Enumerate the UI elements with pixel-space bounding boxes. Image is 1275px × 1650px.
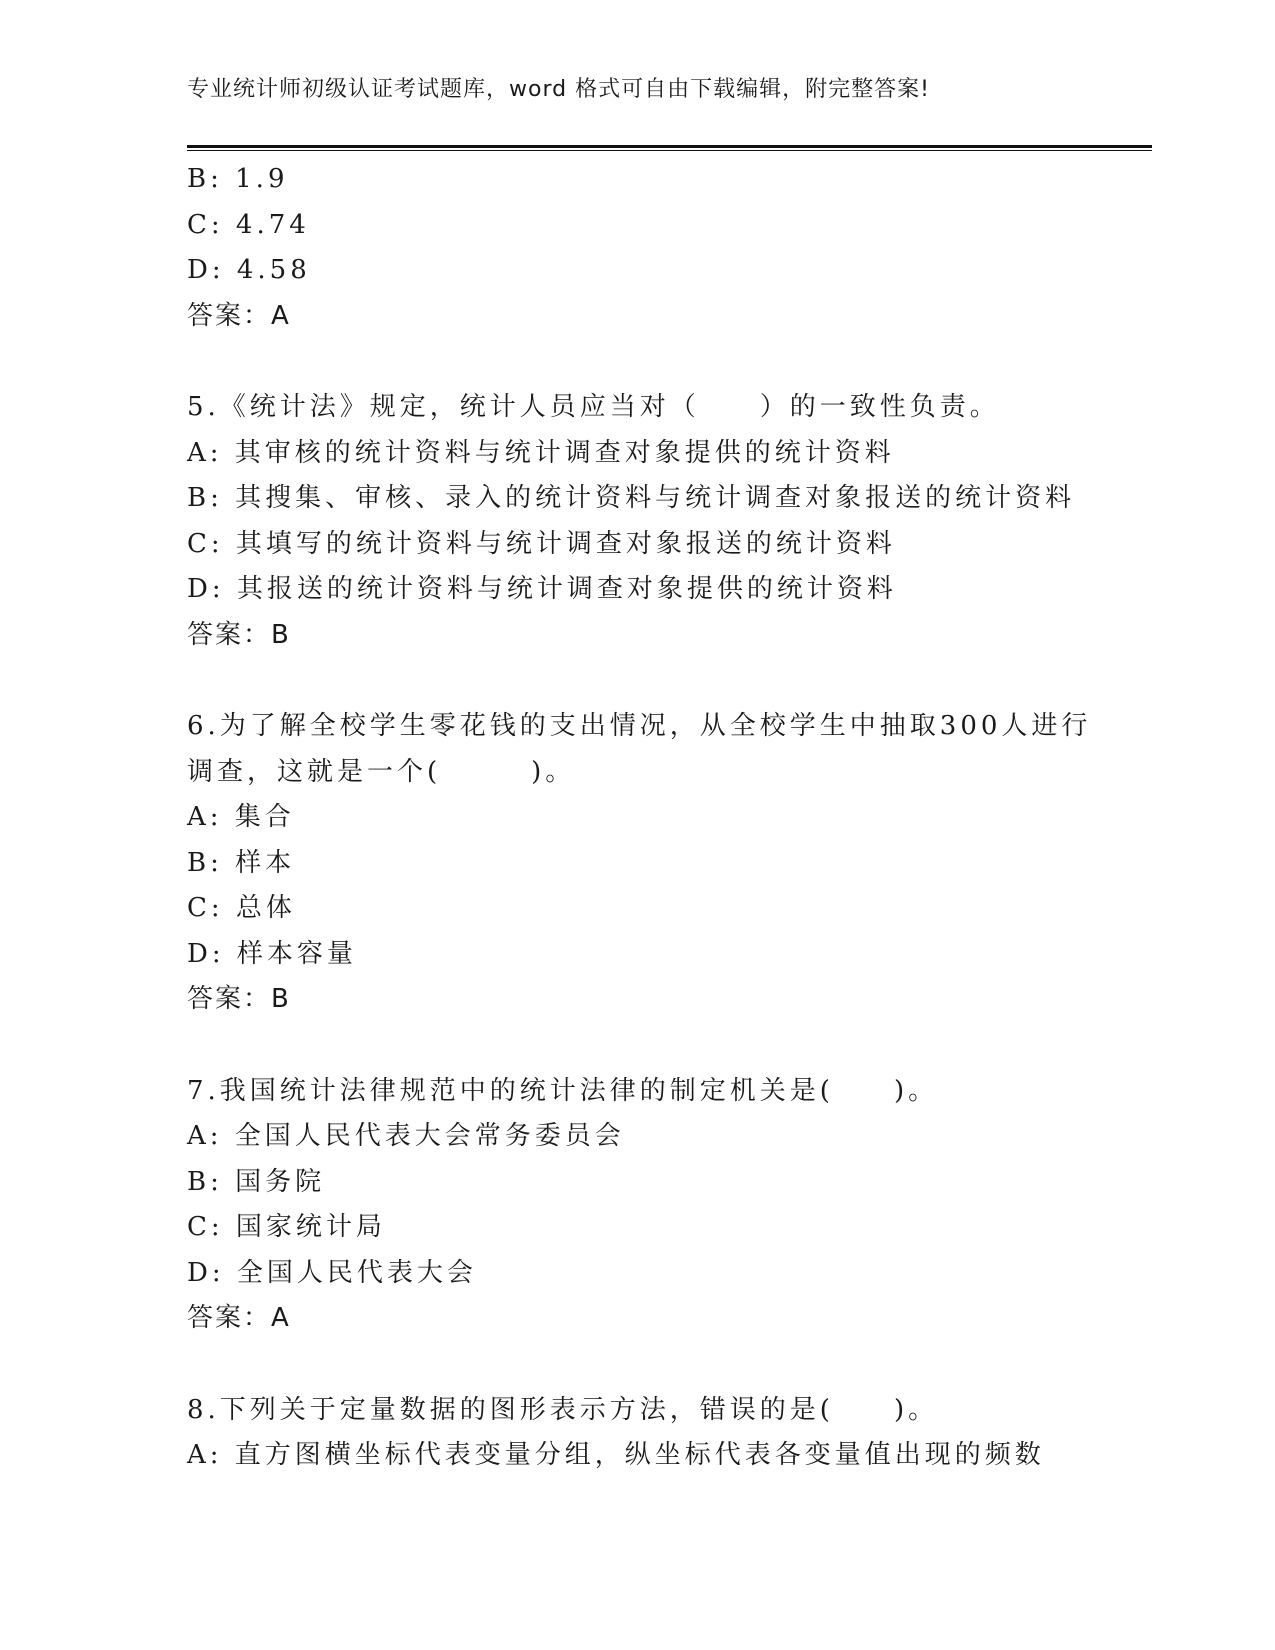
option-d: D: 其报送的统计资料与统计调查对象提供的统计资料 <box>187 574 897 604</box>
header-rule-thin <box>187 150 1152 151</box>
option-b: B: 样本 <box>187 847 296 878</box>
question-stem: 8.下列关于定量数据的图形表示方法，错误的是( )。 <box>187 1394 939 1425</box>
question-5 <box>187 385 1147 658</box>
answer-line: 答案：B <box>187 619 291 650</box>
question-gap <box>187 658 1147 704</box>
question-stem: 7.我国统计法律规范中的统计法律的制定机关是( )。 <box>187 1075 939 1106</box>
option-d: D: 样本容量 <box>187 938 357 969</box>
option-c: C: 总体 <box>187 893 296 923</box>
option-a: A: 直方图横坐标代表变量分组，纵坐标代表各变量值出现的频数 <box>187 1440 1045 1470</box>
option-a: A: 集合 <box>187 802 295 832</box>
option-b: B: 国务院 <box>187 1166 326 1197</box>
option-c: C: 其填写的统计资料与统计调查对象报送的统计资料 <box>187 528 896 559</box>
question-6 <box>187 704 1147 1023</box>
question-4-tail <box>187 157 1147 339</box>
option-c: C: 国家统计局 <box>187 1212 386 1242</box>
option-c: C: 4.74 <box>187 209 310 240</box>
question-gap <box>187 1023 1147 1069</box>
header-rule-thick <box>187 145 1152 148</box>
page-header: 专业统计师初级认证考试题库，word 格式可自由下载编辑，附完整答案! <box>187 77 930 102</box>
option-d: D: 全国人民代表大会 <box>187 1257 477 1288</box>
question-7 <box>187 1069 1147 1342</box>
question-content <box>187 157 1147 1479</box>
question-stem: 5.《统计法》规定，统计人员应当对（ ）的一致性负责。 <box>187 392 1000 422</box>
option-d: D: 4.58 <box>187 255 311 285</box>
question-stem-line-1: 6.为了解全校学生零花钱的支出情况，从全校学生中抽取300人进行 <box>187 711 1092 741</box>
question-stem-line-2: 调查，这就是一个( )。 <box>187 756 576 787</box>
option-a: A: 全国人民代表大会常务委员会 <box>187 1121 625 1151</box>
question-8 <box>187 1388 1147 1479</box>
option-b: B: 1.9 <box>187 164 289 194</box>
option-a: A: 其审核的统计资料与统计调查对象提供的统计资料 <box>187 437 895 468</box>
option-b: B: 其搜集、审核、录入的统计资料与统计调查对象报送的统计资料 <box>187 483 1076 513</box>
question-gap <box>187 1342 1147 1388</box>
answer-line: 答案：A <box>187 1303 291 1333</box>
answer-line: 答案：A <box>187 300 291 331</box>
question-gap <box>187 339 1147 385</box>
answer-line: 答案：B <box>187 984 291 1014</box>
